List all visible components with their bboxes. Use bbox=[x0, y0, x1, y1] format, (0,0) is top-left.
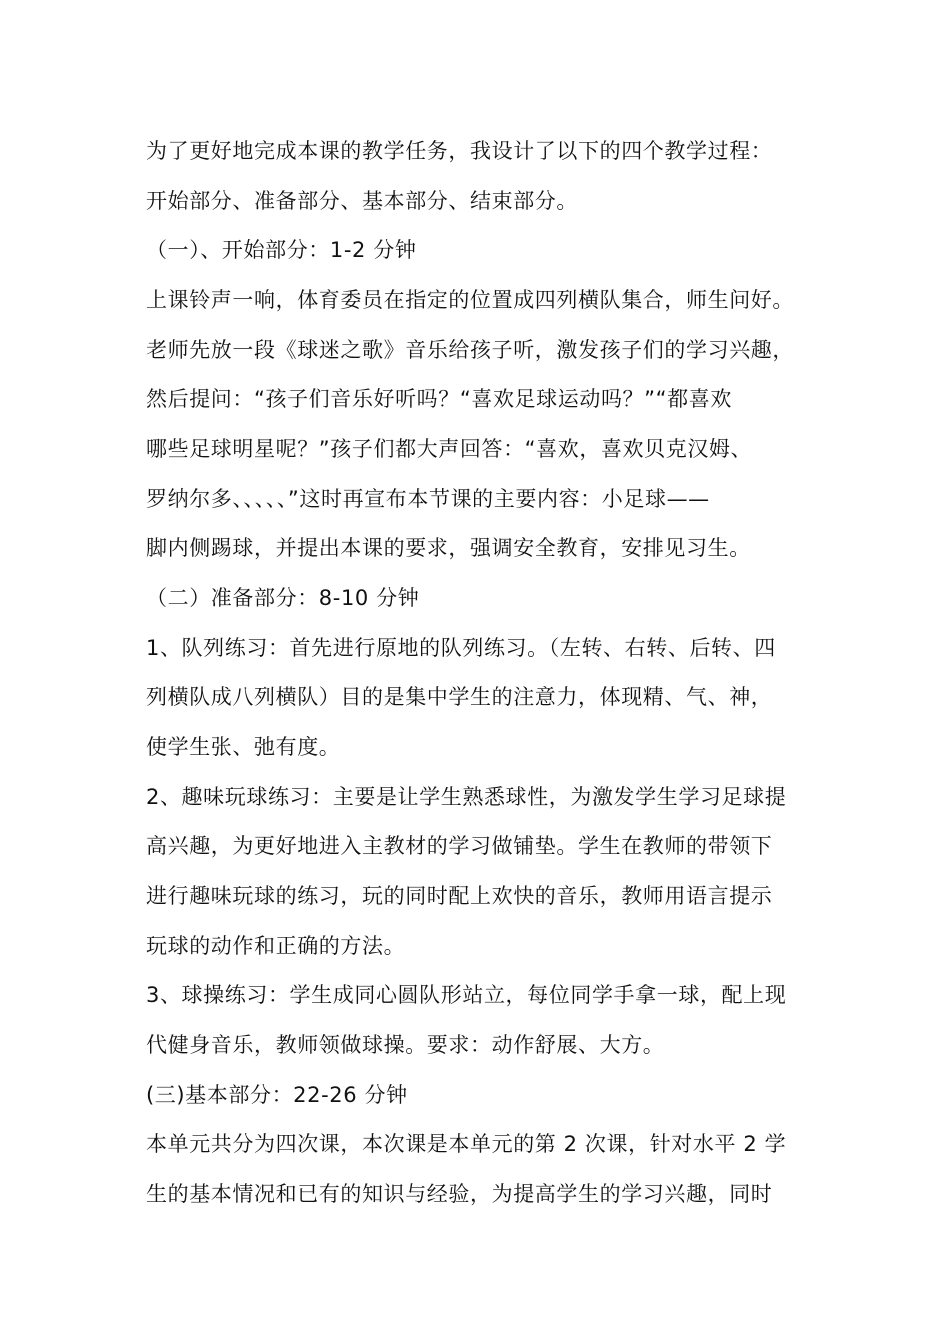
text-line: 然后提问：“孩子们音乐好听吗？“喜欢足球运动吗？”“都喜欢 bbox=[146, 387, 732, 411]
section-heading-start: （一）、开始部分：1-2 分钟 bbox=[146, 238, 417, 262]
text-line: 罗纳尔多、、、、、”这时再宣布本节课的主要内容：小足球—— bbox=[146, 487, 710, 511]
text-line: 进行趣味玩球的练习，玩的同时配上欢快的音乐，教师用语言提示 bbox=[146, 884, 773, 908]
text-line: 老师先放一段《球迷之歌》音乐给孩子听，激发孩子们的学习兴趣， bbox=[146, 338, 794, 362]
text-line: 上课铃声一响，体育委员在指定的位置成四列横队集合，师生问好。 bbox=[146, 288, 794, 312]
text-line: 1、队列练习：首先进行原地的队列练习。（左转、右转、后转、四 bbox=[146, 636, 776, 660]
text-line: 使学生张、弛有度。 bbox=[146, 735, 341, 759]
text-line: 代健身音乐，教师领做球操。要求：动作舒展、大方。 bbox=[146, 1033, 665, 1057]
text-line: 高兴趣，为更好地进入主教材的学习做铺垫。学生在教师的带领下 bbox=[146, 834, 773, 858]
text-line: 哪些足球明星呢？”孩子们都大声回答：“喜欢，喜欢贝克汉姆、 bbox=[146, 437, 753, 461]
text-line: 开始部分、准备部分、基本部分、结束部分。 bbox=[146, 189, 578, 213]
text-line: 列横队成八列横队）目的是集中学生的注意力，体现精、气、神， bbox=[146, 685, 773, 709]
text-line: 玩球的动作和正确的方法。 bbox=[146, 934, 406, 958]
text-line: 本单元共分为四次课，本次课是本单元的第 2 次课，针对水平 2 学 bbox=[146, 1132, 787, 1156]
text-line: 3、球操练习：学生成同心圆队形站立，每位同学手拿一球，配上现 bbox=[146, 983, 787, 1007]
text-line: 为了更好地完成本课的教学任务，我设计了以下的四个教学过程： bbox=[146, 139, 773, 163]
text-line: 脚内侧踢球，并提出本课的要求，强调安全教育，安排见习生。 bbox=[146, 536, 751, 560]
text-line: 生的基本情况和已有的知识与经验，为提高学生的学习兴趣，同时 bbox=[146, 1182, 773, 1206]
section-heading-basic: (三)基本部分：22-26 分钟 bbox=[146, 1083, 408, 1107]
text-line: 2、趣味玩球练习：主要是让学生熟悉球性，为激发学生学习足球提 bbox=[146, 785, 787, 809]
section-heading-prep: （二）准备部分：8-10 分钟 bbox=[146, 586, 420, 610]
